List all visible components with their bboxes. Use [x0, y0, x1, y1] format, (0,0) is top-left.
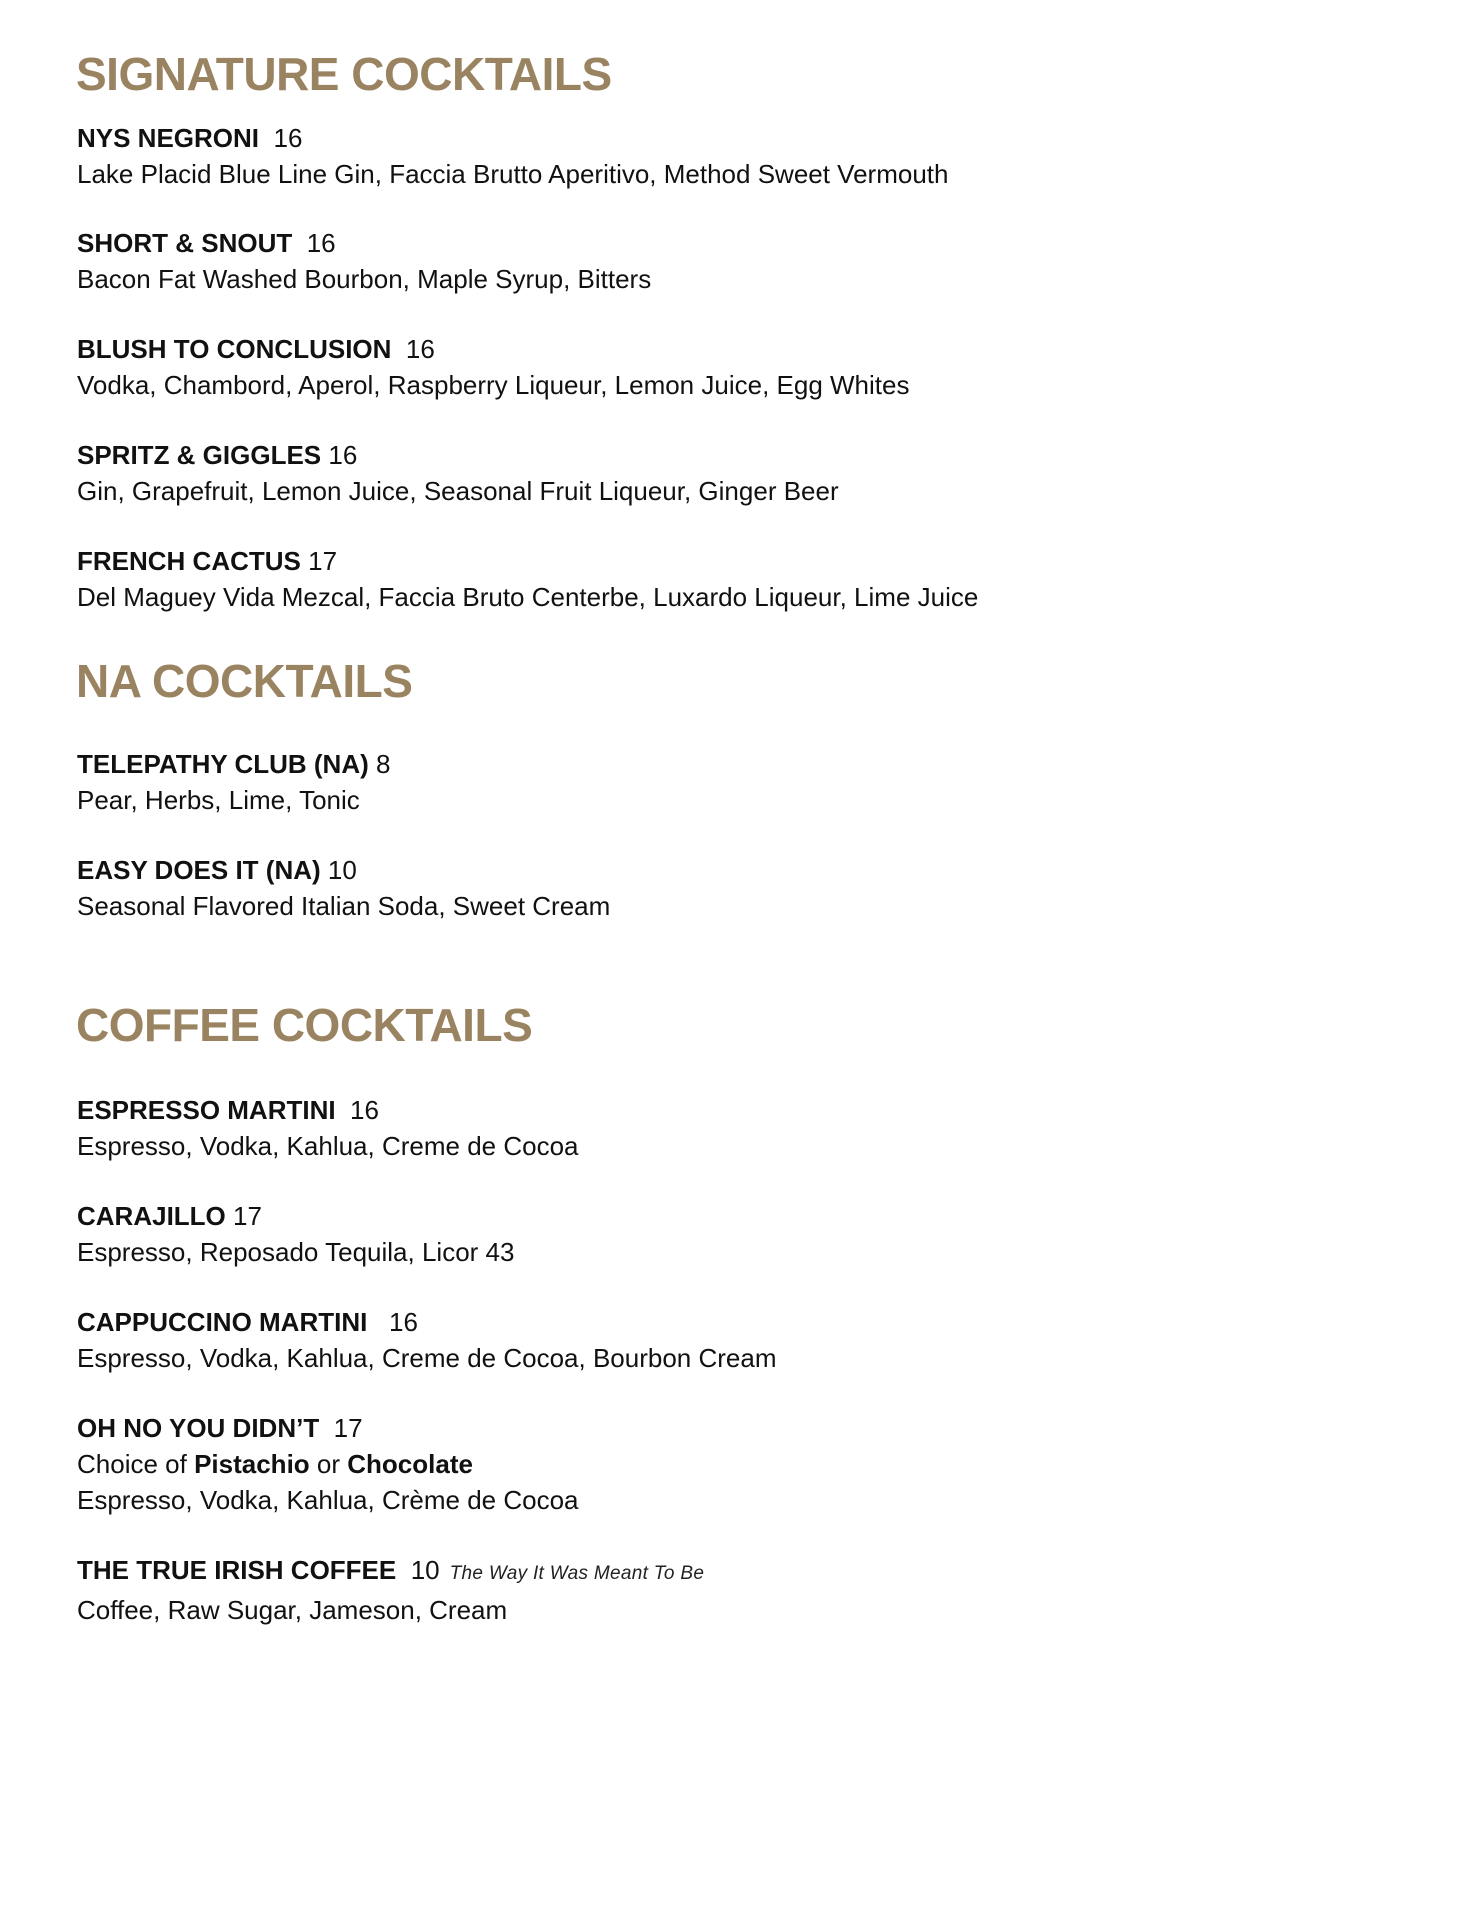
item-price: 16	[350, 1095, 379, 1125]
menu-item-carajillo	[77, 1198, 1397, 1270]
menu-item-blush-to-conclusion	[77, 331, 1397, 403]
item-name: ESPRESSO MARTINI	[77, 1095, 336, 1125]
item-price: 16	[405, 334, 435, 364]
menu-item-cappuccino-martini	[77, 1304, 1397, 1376]
item-price: 8	[376, 749, 391, 779]
menu-item-french-cactus	[77, 543, 1397, 615]
choice-or: or	[316, 1449, 341, 1479]
item-description: Pear, Herbs, Lime, Tonic	[77, 785, 360, 815]
item-description: Coffee, Raw Sugar, Jameson, Cream	[77, 1595, 508, 1625]
item-name: TELEPATHY CLUB (NA)	[77, 749, 369, 779]
menu-item-telepathy-club	[77, 746, 1397, 818]
choice-prefix: Choice of	[77, 1449, 187, 1479]
item-description: Vodka, Chambord, Aperol, Raspberry Liqueur, Lemon Juice, Egg Whites	[77, 370, 910, 400]
item-price: 16	[328, 440, 358, 470]
menu-item-oh-no-you-didnt	[77, 1410, 1397, 1518]
item-price: 16	[389, 1307, 418, 1337]
item-name: NYS NEGRONI	[77, 123, 260, 153]
item-choice-line	[77, 1446, 1397, 1482]
item-name: OH NO YOU DIDN’T	[77, 1413, 320, 1443]
item-name: FRENCH CACTUS	[77, 546, 301, 576]
item-description: Espresso, Vodka, Kahlua, Crème de Cocoa	[77, 1485, 579, 1515]
item-name: BLUSH TO CONCLUSION	[77, 334, 392, 364]
menu-item-easy-does-it	[77, 852, 1397, 924]
item-description: Espresso, Vodka, Kahlua, Creme de Cocoa	[77, 1131, 579, 1161]
item-description: Gin, Grapefruit, Lemon Juice, Seasonal Fruit Liqueur, Ginger Beer	[77, 476, 839, 506]
item-price: 16	[306, 228, 336, 258]
menu-item-nys-negroni	[77, 120, 1397, 192]
choice-option-chocolate: Chocolate	[347, 1449, 473, 1479]
choice-option-pistachio: Pistachio	[194, 1449, 310, 1479]
menu-item-short-and-snout	[77, 225, 1397, 297]
item-name: SPRITZ & GIGGLES	[77, 440, 322, 470]
item-price: 16	[273, 123, 303, 153]
item-price: 17	[308, 546, 338, 576]
item-description: Espresso, Vodka, Kahlua, Creme de Cocoa, Bourbon Cream	[77, 1343, 777, 1373]
section-title-coffee-cocktails: COFFEE COCKTAILS	[76, 999, 533, 1051]
section-title-na-cocktails: NA COCKTAILS	[76, 655, 413, 707]
item-name: SHORT & SNOUT	[77, 228, 293, 258]
item-name: EASY DOES IT (NA)	[77, 855, 321, 885]
item-price: 17	[233, 1201, 262, 1231]
item-description: Espresso, Reposado Tequila, Licor 43	[77, 1237, 515, 1267]
item-price: 10	[327, 855, 357, 885]
item-name: CARAJILLO	[77, 1201, 226, 1231]
item-description: Seasonal Flavored Italian Soda, Sweet Cream	[77, 891, 611, 921]
item-tagline: The Way It Was Meant To Be	[449, 1563, 705, 1584]
item-price: 17	[333, 1413, 363, 1443]
item-price: 10	[410, 1555, 440, 1585]
item-description: Del Maguey Vida Mezcal, Faccia Bruto Centerbe, Luxardo Liqueur, Lime Juice	[77, 582, 979, 612]
menu-item-espresso-martini	[77, 1092, 1397, 1164]
section-title-signature-cocktails: SIGNATURE COCKTAILS	[76, 48, 612, 100]
item-description: Bacon Fat Washed Bourbon, Maple Syrup, Bitters	[77, 264, 652, 294]
menu-item-spritz-and-giggles	[77, 437, 1397, 509]
menu-item-the-true-irish-coffee	[77, 1552, 1397, 1628]
item-name: THE TRUE IRISH COFFEE	[77, 1555, 397, 1585]
item-description: Lake Placid Blue Line Gin, Faccia Brutto Aperitivo, Method Sweet Vermouth	[77, 159, 949, 189]
item-name: CAPPUCCINO MARTINI	[77, 1307, 368, 1337]
